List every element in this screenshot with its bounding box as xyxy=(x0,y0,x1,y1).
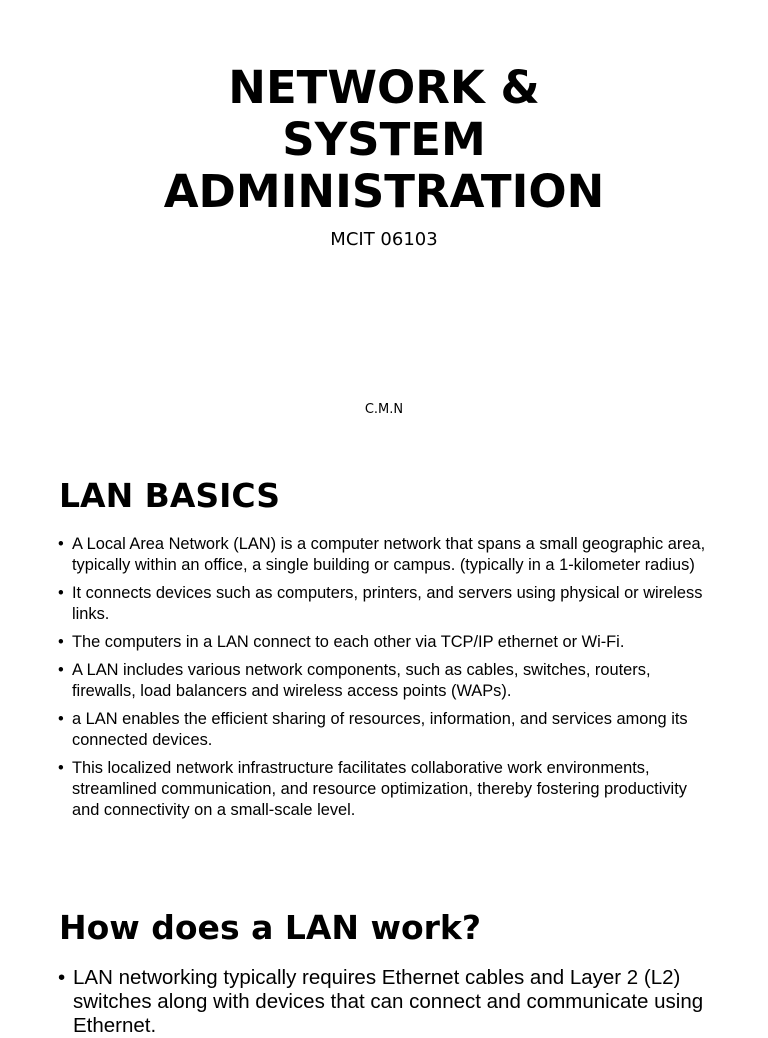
lan-basics-heading: LAN BASICS xyxy=(59,476,281,515)
title-slide xyxy=(0,0,768,440)
bullet-icon: • xyxy=(58,710,64,728)
bullet-text: It connects devices such as computers, printers, and servers using physical or wireless links. xyxy=(72,584,703,623)
author-initials: C.M.N xyxy=(364,402,404,417)
bullet-icon: • xyxy=(58,584,64,602)
list-item xyxy=(58,758,718,821)
list-item xyxy=(58,660,718,702)
main-title-line-3: ADMINISTRATION xyxy=(163,165,605,218)
main-title-line-1: NETWORK & xyxy=(228,61,540,114)
list-item xyxy=(58,966,718,1038)
list-item xyxy=(58,534,718,576)
bullet-text: A LAN includes various network components, such as cables, switches, routers, firewalls, load balancers and wireless access points (WAPs). xyxy=(72,661,651,700)
bullet-icon: • xyxy=(58,633,64,651)
how-lan-works-bullet-list xyxy=(58,966,718,1038)
list-item xyxy=(58,583,718,625)
bullet-text: This localized network infrastructure facilitates collaborative work environments, streamlined communication, and resource optimization, thereby fostering productivity and connectivity on a small-scale level. xyxy=(72,759,687,819)
bullet-text: The computers in a LAN connect to each other via TCP/IP ethernet or Wi-Fi. xyxy=(72,633,625,651)
how-lan-works-slide xyxy=(0,866,768,1037)
bullet-text: A Local Area Network (LAN) is a computer network that spans a small geographic area, typically within an office, a single building or campus. (typically in a 1-kilometer radius) xyxy=(72,535,706,574)
bullet-text: a LAN enables the efficient sharing of resources, information, and services among its connected devices. xyxy=(72,710,688,749)
lan-basics-slide xyxy=(0,440,768,866)
main-title-line-2: SYSTEM xyxy=(282,113,486,166)
main-title xyxy=(0,62,768,218)
lan-basics-bullet-list xyxy=(58,534,718,828)
bullet-icon: • xyxy=(58,535,64,553)
bullet-icon: • xyxy=(58,661,64,679)
list-item xyxy=(58,632,718,653)
bullet-icon: • xyxy=(58,966,66,989)
list-item xyxy=(58,709,718,751)
bullet-text: LAN networking typically requires Ethernet cables and Layer 2 (L2) switches along with devices that can connect and communicate using Ethernet. xyxy=(73,966,704,1037)
how-lan-works-heading: How does a LAN work? xyxy=(59,908,482,947)
bullet-icon: • xyxy=(58,759,64,777)
course-code: MCIT 06103 xyxy=(330,229,438,250)
